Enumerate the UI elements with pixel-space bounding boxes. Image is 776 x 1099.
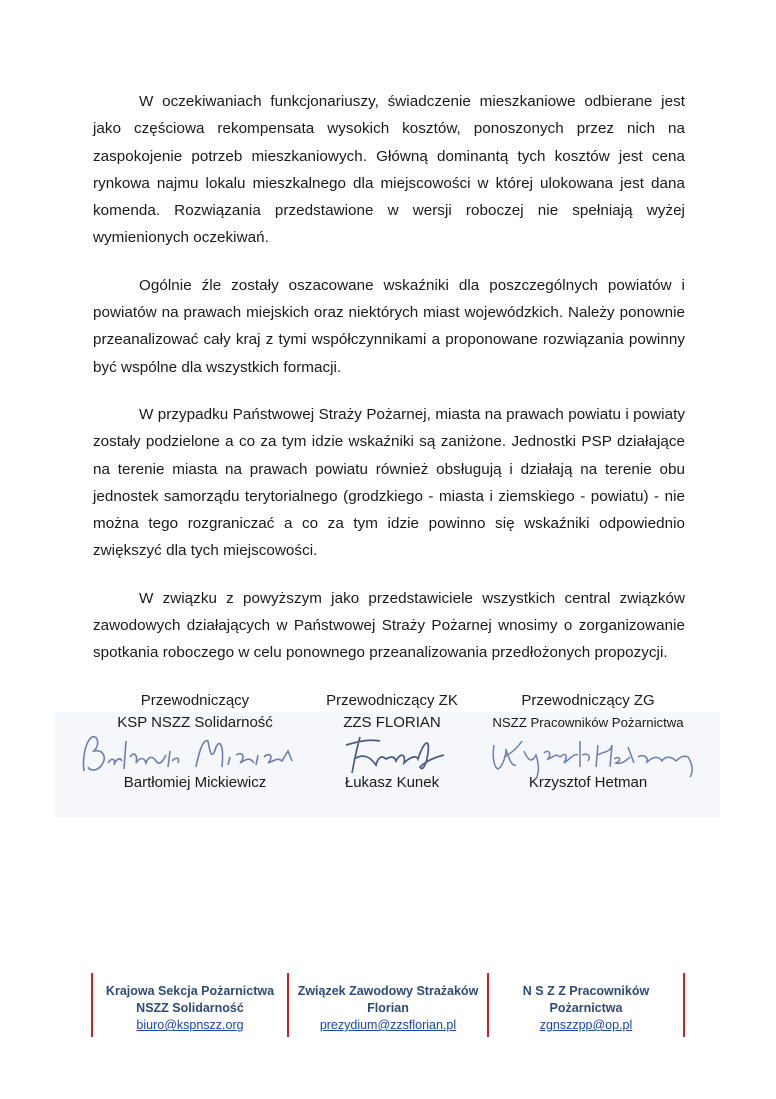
footer-org-name: Florian: [367, 1001, 409, 1015]
signature-3-handwriting: [488, 727, 703, 782]
signatory-org: ZZS FLORIAN: [343, 714, 441, 731]
footer-org-3: [490, 973, 682, 1035]
footer-org-name: NSZZ Solidarność: [136, 1001, 244, 1015]
footer: [0, 973, 776, 1043]
footer-email-link[interactable]: zgnszzpp@op.pl: [539, 1018, 633, 1032]
footer-org-1: [95, 973, 285, 1035]
paragraph: W przypadku Państwowej Straży Pożarnej, miasta na prawach powiatu i powiaty zostały podzielone a co za tym idzie wskaźniki są zaniżone. Jednostki PSP działające na terenie miasta na prawach powiatu również obsługują i działają na terenie obu jednostek samorządu terytorialnego (grodzkiego - miasta i ziemskiego - powiatu) - nie można tego rozgraniczać a co za tym idzie powinno się wskaźniki odpowiednio zwiększyć dla tych miejscowości.: [93, 405, 685, 560]
signatory-title: Przewodniczący: [140, 692, 250, 709]
signatory-org: NSZZ Pracowników Pożarnictwa: [492, 715, 684, 730]
signatory-org: KSP NSZZ Solidarność: [117, 714, 273, 731]
signatory-name: Łukasz Kunek: [344, 774, 440, 791]
signature-2-handwriting: [330, 727, 460, 782]
footer-org-name: N S Z Z Pracowników: [522, 984, 650, 998]
paragraph: W związku z powyższym jako przedstawiciele wszystkich central związków zawodowych działających w Państwowej Straży Pożarnej wnosimy o zorganizowanie spotkania roboczego w celu ponownego przeanalizowania przedłożonych propozycji.: [93, 589, 685, 662]
signatory-name: Krzysztof Hetman: [528, 774, 648, 791]
letter-body: [93, 88, 685, 687]
signatory-title: Przewodniczący ZK: [326, 692, 458, 709]
signatory-title: Przewodniczący ZG: [521, 692, 655, 709]
footer-email-link[interactable]: prezydium@zzsflorian.pl: [319, 1018, 457, 1032]
footer-org-2: [290, 973, 486, 1035]
signature-1-handwriting: [78, 727, 318, 782]
footer-org-name: Krajowa Sekcja Pożarnictwa: [105, 984, 275, 998]
footer-org-name: Pożarnictwa: [549, 1001, 623, 1015]
signatory-name: Bartłomiej Mickiewicz: [123, 774, 267, 791]
footer-org-name: Związek Zawodowy Strażaków: [297, 984, 479, 998]
paragraph: W oczekiwaniach funkcjonariuszy, świadczenie mieszkaniowe odbierane jest jako częściowa rekompensata wysokich kosztów, ponoszonych przez nich na zaspokojenie potrzeb mieszkaniowych. Główną dominantą tych kosztów jest cena rynkowa najmu lokalu mieszkalnego dla miejscowości w której ulokowana jest dana komenda. Rozwiązania przedstawione w wersji roboczej nie spełniają wyżej wymienionych oczekiwań.: [93, 93, 685, 247]
paragraph: Ogólnie źle zostały oszacowane wskaźniki dla poszczególnych powiatów i powiatów na prawach miejskich oraz niektórych miast wojewódzkich. Należy ponownie przeanalizować cały kraj z tymi współczynnikami a proponowane rozwiązania powinny być wspólne dla wszystkich formacji.: [93, 276, 685, 376]
footer-email-link[interactable]: biuro@kspnszz.org: [136, 1018, 244, 1032]
